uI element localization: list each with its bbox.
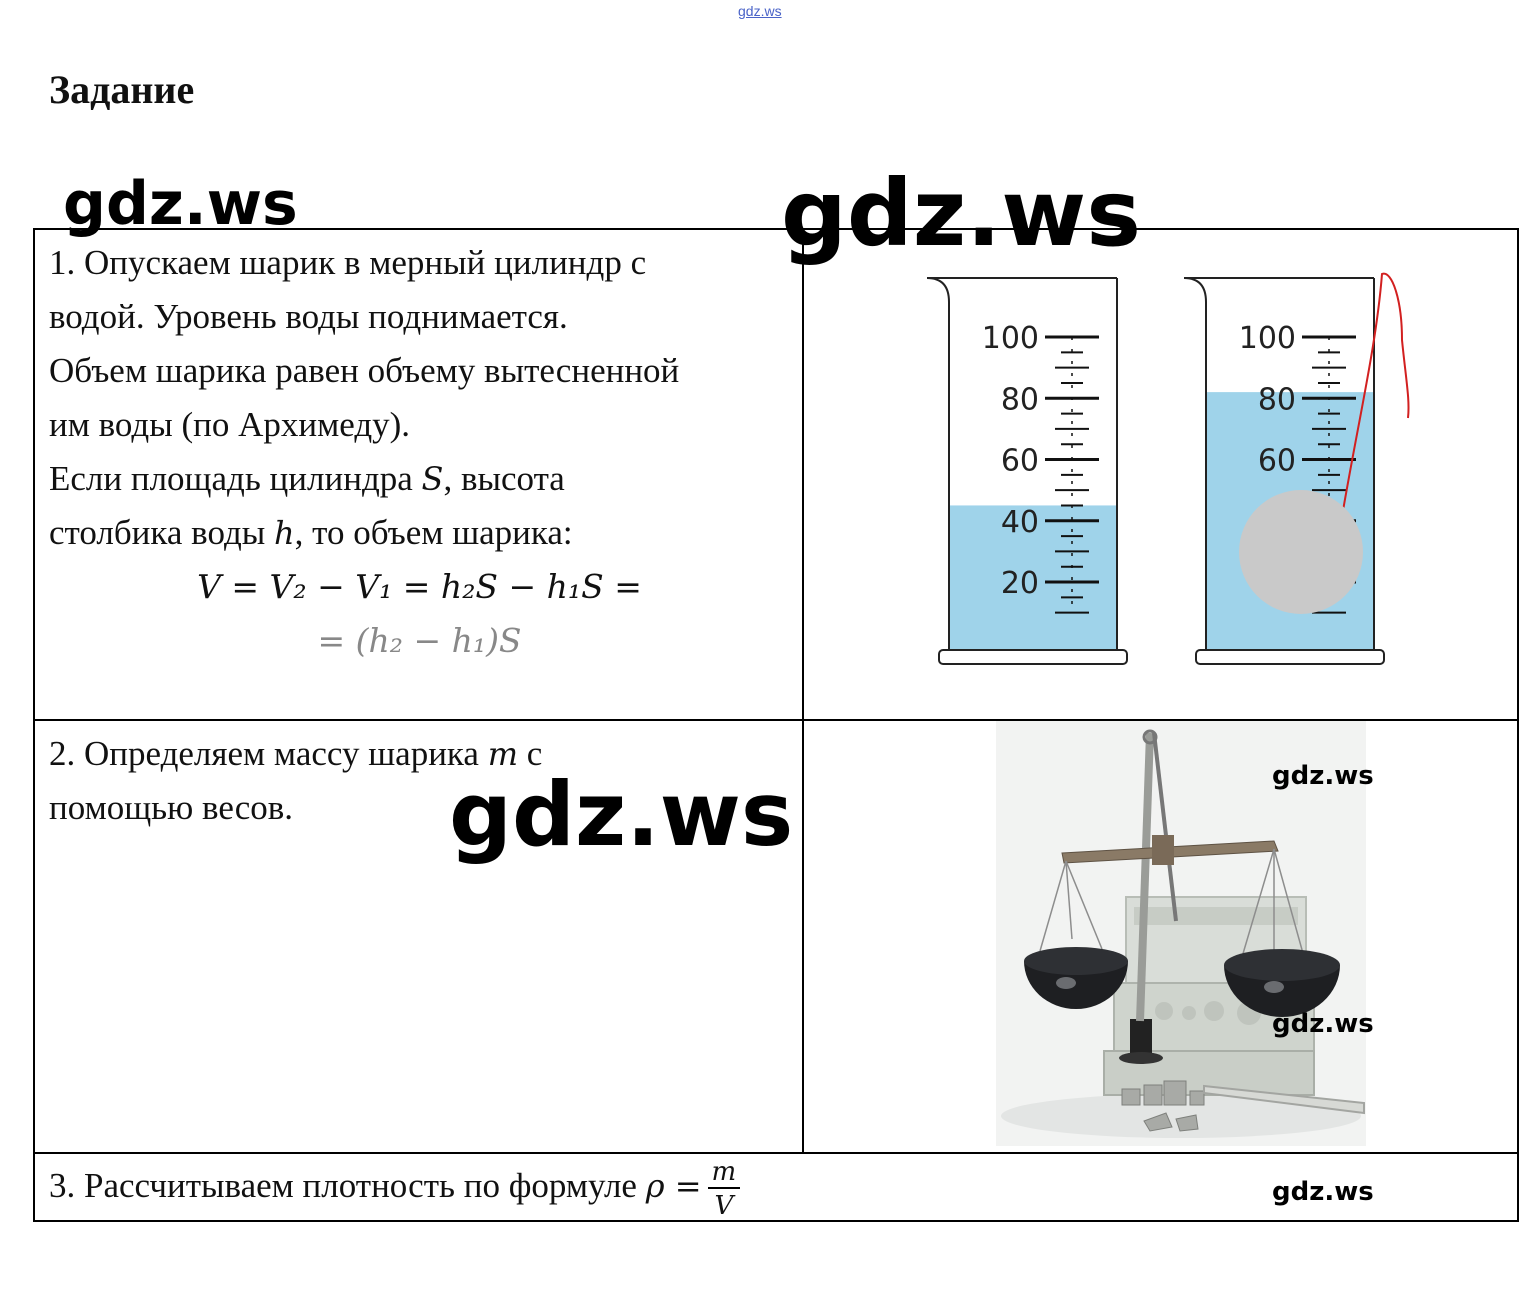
- task-table: [33, 228, 1519, 1222]
- cylinder-base: [939, 650, 1127, 664]
- volume-formula-line-1: V = V₂ − V₁ = h₂S − h₁S =: [197, 567, 642, 606]
- step-1-line: столбика воды h, то объем шарика:: [49, 513, 573, 552]
- ball: [1239, 490, 1363, 614]
- watermark: gdz.ws: [1272, 761, 1374, 791]
- measuring-cylinders-illustration: [804, 230, 1532, 713]
- header-watermark-link[interactable]: gdz.ws: [738, 3, 782, 19]
- var-s: S: [421, 460, 444, 498]
- step-1-line: Если площадь цилиндра S, высота: [49, 459, 565, 498]
- step-1-line: 1. Опускаем шарик в мерный цилиндр с: [49, 243, 647, 282]
- volume-formula-line-2: = (h₂ − h₁)S: [317, 621, 522, 660]
- step-1-line: водой. Уровень воды поднимается.: [49, 297, 568, 336]
- var-m: m: [487, 735, 519, 773]
- scale-label: 80: [1000, 382, 1039, 418]
- scale-label: 100: [1238, 321, 1296, 356]
- scale-label: 40: [1000, 504, 1039, 540]
- scale-label: 60: [1257, 443, 1296, 479]
- scale-label: 20: [1000, 566, 1039, 601]
- watermark: gdz.ws: [1272, 1177, 1374, 1207]
- page-title: Задание: [49, 67, 195, 112]
- cylinder-base: [1196, 650, 1384, 664]
- watermark: gdz.ws: [63, 169, 298, 239]
- step-2-line: помощью весов.: [49, 788, 294, 827]
- step-1-line: им воды (по Архимеду).: [49, 405, 411, 444]
- step-1-image-cell: [803, 229, 1518, 720]
- step-3-line: 3. Рассчитываем плотность по формуле ρ = $\frac{m}{V}$: [49, 1154, 1517, 1219]
- step-1-line: Объем шарика равен объему вытесненной: [49, 351, 680, 390]
- watermark: gdz.ws: [781, 160, 1141, 267]
- watermark: gdz.ws: [1272, 1009, 1374, 1039]
- scale-label: 80: [1257, 382, 1296, 418]
- watermark: gdz.ws: [449, 763, 794, 866]
- density-symbol: ρ =: [645, 1167, 702, 1205]
- scale-label: 100: [981, 321, 1039, 356]
- cylinder-with-ball: [1184, 274, 1409, 664]
- step-2-line: 2. Определяем массу шарика m с: [49, 734, 543, 773]
- cylinder-without-ball: [927, 278, 1127, 664]
- balance-scale-image: [804, 721, 1532, 1146]
- step-1-text-cell: [34, 229, 803, 720]
- scale-label: 60: [1000, 443, 1039, 479]
- table-row: [34, 229, 1518, 720]
- density-fraction: $\frac{m}{V}$: [708, 1159, 741, 1219]
- step-2-image-cell: [803, 720, 1518, 1153]
- var-h: h: [274, 514, 295, 552]
